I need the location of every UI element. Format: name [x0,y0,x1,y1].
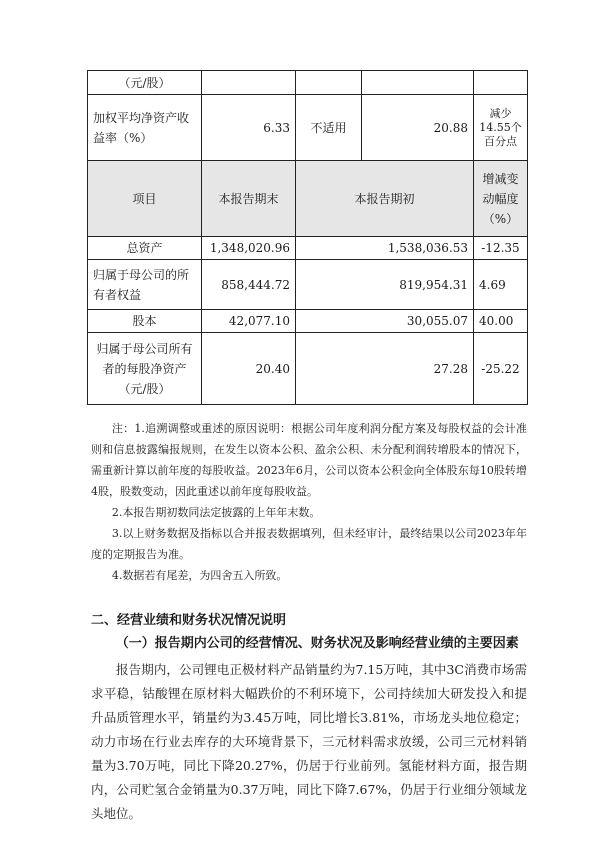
table-cell [474,71,528,95]
table-cell-value: 减少14.55个百分点 [474,95,528,161]
table-cell-value: 858,444.72 [202,260,296,310]
subsection-title: （一）报告期内公司的经营情况、财务状况及影响经营业绩的主要因素 [115,636,519,651]
note-1: 注：1.追溯调整或重述的原因说明：根据公司年度利润分配方案及每股权益的会计准则和信息披露编报规则，在发生以资本公积、盈余公积、未分配利润转增股本的情况下，需重新计算以前年度的每股收益。2023年6月，公司以资本公积金向全体股东每10股转增4股，股数变动，因此重述以前年度每股收益。 [91,422,527,498]
table-cell-label: 股本 [88,310,202,333]
table-cell-value: 4.69 [474,260,528,310]
table-cell-value: 20.40 [202,333,296,405]
table-cell [296,71,362,95]
note-2: 2.本报告期初数同法定披露的上年年末数。 [111,506,321,519]
table-notes [91,418,527,586]
financial-table [87,70,528,405]
table-header-row [88,161,528,237]
table-cell-value: 1,538,036.53 [296,237,474,260]
table-cell-value: 1,348,020.96 [202,237,296,260]
table-cell-label: 加权平均净资产收益率（%） [88,95,202,161]
note-3: 3.以上财务数据及指标以合并报表数据填列，但未经审计，最终结果以公司2023年年度的定期报告为准。 [91,527,527,561]
body-text [91,658,527,826]
table-row-roe [88,95,528,161]
table-row [88,71,528,95]
table-cell-value: 42,077.10 [202,310,296,333]
table-header-start: 本报告期初 [296,161,474,237]
table-cell-value: 819,954.31 [296,260,474,310]
table-cell-label: （元/股） [88,71,202,95]
table-cell [202,71,296,95]
table-header-change: 增减变动幅度（%） [474,161,528,237]
table-row [88,260,528,310]
table-cell-value: -12.35 [474,237,528,260]
table-row [88,237,528,260]
table-cell-value: 27.28 [296,333,474,405]
table-row [88,333,528,405]
table-cell-value: -25.22 [474,333,528,405]
table-header-item: 项目 [88,161,202,237]
table-cell-value: 30,055.07 [296,310,474,333]
table-header-end: 本报告期末 [202,161,296,237]
table-cell-value: 不适用 [296,95,362,161]
table-row [88,310,528,333]
table-cell-value: 20.88 [362,95,474,161]
note-4: 4.数据若有尾差，为四舍五入所致。 [111,569,288,582]
table-cell-label: 归属于母公司的所有者权益 [88,260,202,310]
table-cell-value: 6.33 [202,95,296,161]
table-cell-label: 归属于母公司所有者的每股净资产（元/股） [88,333,202,405]
table-cell-label: 总资产 [88,237,202,260]
table-cell [362,71,474,95]
section-title: 二、经营业绩和财务状况情况说明 [91,613,287,628]
body-paragraph: 报告期内，公司锂电正极材料产品销量约为7.15万吨，其中3C消费市场需求平稳，钴酸锂在原材料大幅跌价的不利环境下，公司持续加大研发投入和提升品质管理水平，销量约为3.45万吨，同比增长3.81%，市场龙头地位稳定；动力市场在行业去库存的大环境背景下，三元材料需求放缓，公司三元材料销量为3.70万吨，同比下降20.27%，仍居于行业前列。氢能材料方面，报告期内，公司贮氢合金销量为0.37万吨，同比下降7.67%，仍居于行业细分领域龙头地位。 [91,662,527,821]
table-cell-value: 40.00 [474,310,528,333]
